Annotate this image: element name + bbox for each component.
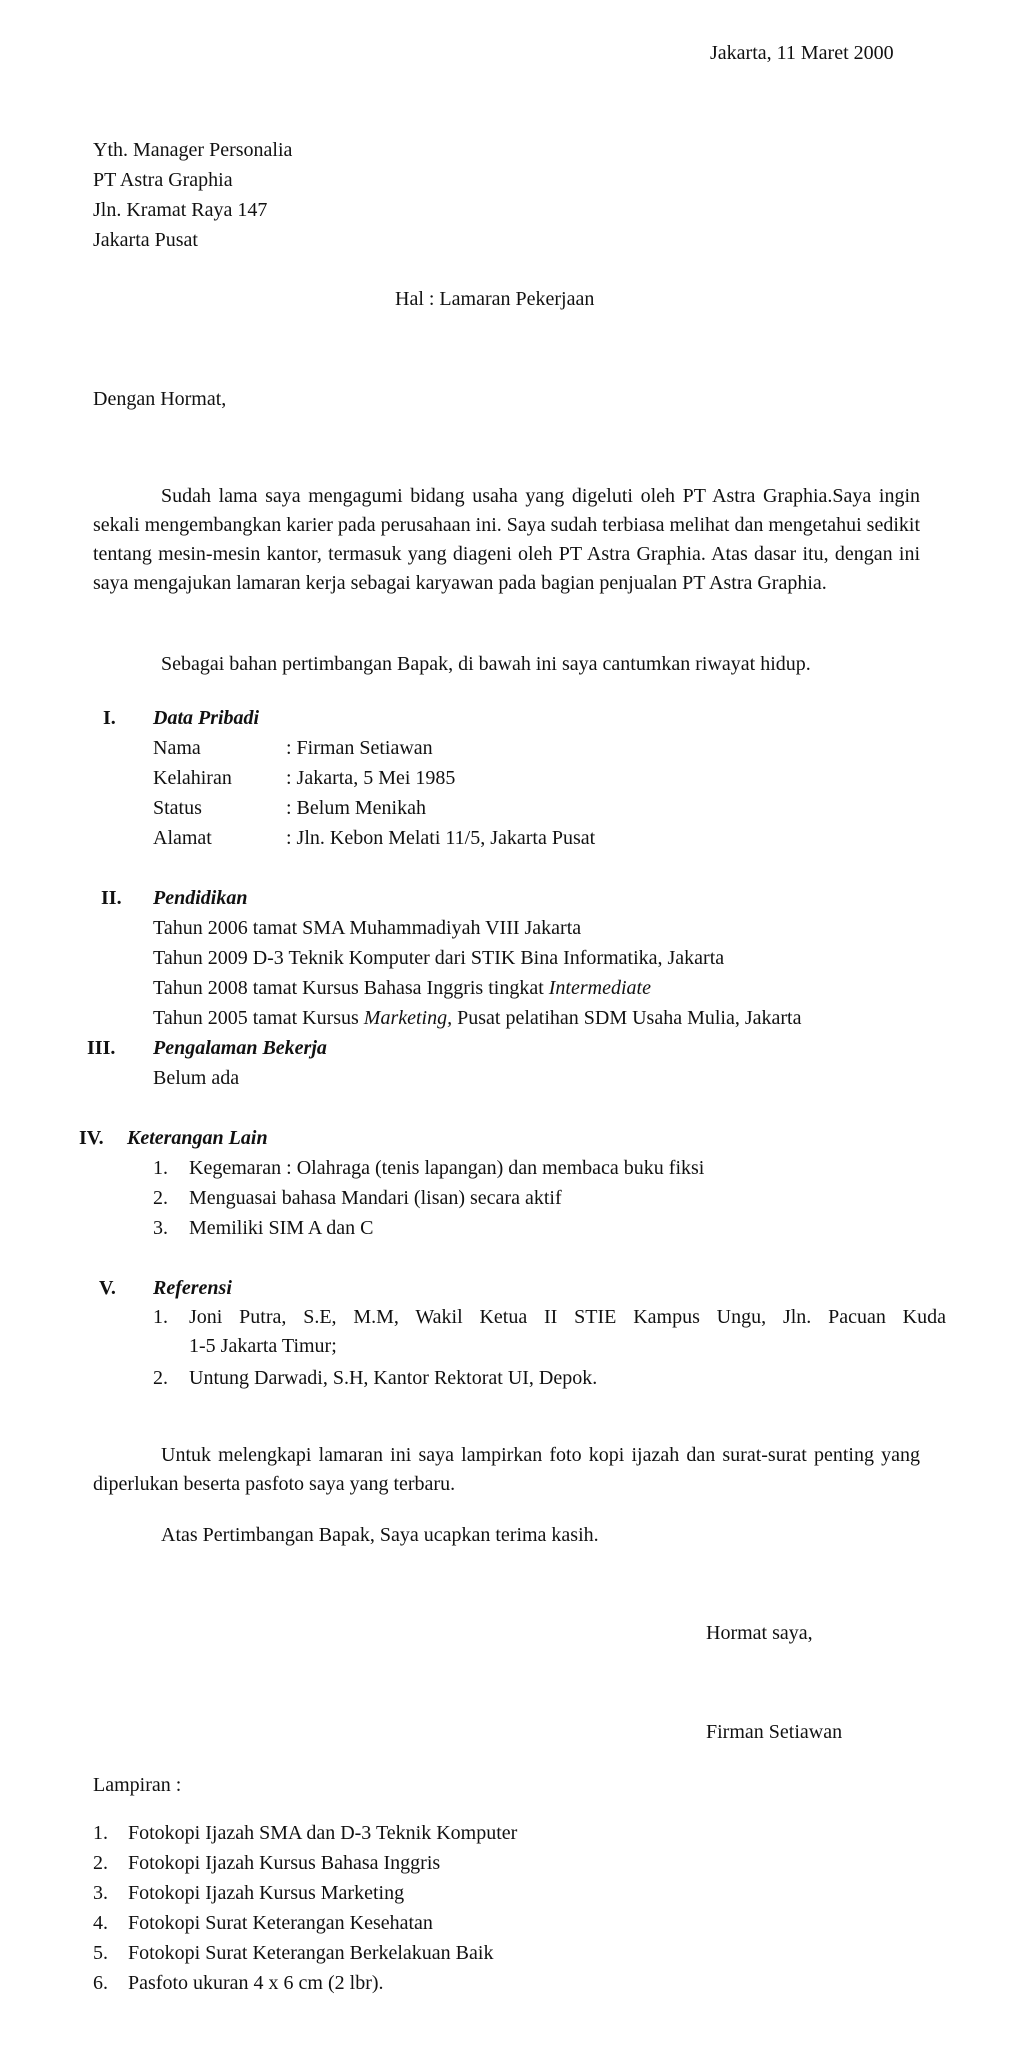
section-title: Pendidikan: [153, 887, 248, 909]
reference-item: [153, 1303, 953, 1361]
recipient-line: Jln. Kramat Raya 147: [93, 199, 268, 221]
list-number: 5.: [93, 1942, 108, 1964]
section-title: Referensi: [153, 1277, 232, 1299]
list-text: Kegemaran : Olahraga (tenis lapangan) dan membaca buku fiksi: [189, 1157, 705, 1179]
education-italic: Marketing,: [363, 1007, 453, 1029]
field-value: : Firman Setiawan: [286, 737, 433, 759]
list-number: 4.: [93, 1912, 108, 1934]
attachment-paragraph: [93, 1441, 920, 1499]
section-number: III.: [87, 1037, 116, 1059]
list-number: 3.: [153, 1217, 168, 1239]
reference-line: Joni Putra, S.E, M.M, Wakil Ketua II STIE Kampus Ungu, Jln. Pacuan Kuda: [189, 1306, 946, 1328]
field-label: Status: [153, 797, 202, 819]
list-text: Memiliki SIM A dan C: [189, 1217, 374, 1239]
list-number: 3.: [93, 1882, 108, 1904]
attachment-text: Fotokopi Surat Keterangan Berkelakuan Baik: [128, 1942, 494, 1964]
consideration-paragraph: Sebagai bahan pertimbangan Bapak, di bawah ini saya cantumkan riwayat hidup.: [161, 653, 811, 675]
education-text: Tahun 2008 tamat Kursus Bahasa Inggris tingkat: [153, 977, 549, 999]
letter-date: Jakarta, 11 Maret 2000: [710, 42, 894, 64]
section-number: V.: [99, 1277, 116, 1299]
list-item: [153, 1153, 704, 1183]
list-number: 2.: [153, 1187, 168, 1209]
attachment-item: [93, 1878, 404, 1908]
section-number: I.: [103, 707, 116, 729]
education-text: Tahun 2005 tamat Kursus: [153, 1007, 364, 1029]
list-number: 6.: [93, 1972, 108, 1994]
experience-text: Belum ada: [153, 1067, 240, 1089]
recipient-line: Jakarta Pusat: [93, 229, 198, 251]
attachment-text: Fotokopi Surat Keterangan Kesehatan: [128, 1912, 433, 1934]
attachment-note-text: Untuk melengkapi lamaran ini saya lampirkan foto kopi ijazah dan surat-surat penting yang diperlukan beserta pasfoto saya yang terbaru.: [93, 1444, 920, 1495]
closing-regards: Hormat saya,: [706, 1622, 813, 1644]
letter-subject: Hal : Lamaran Pekerjaan: [395, 288, 595, 310]
field-value: : Jln. Kebon Melati 11/5, Jakarta Pusat: [286, 827, 596, 849]
education-item: [153, 973, 651, 1003]
section-title: Data Pribadi: [153, 707, 260, 729]
education-item: Tahun 2009 D-3 Teknik Komputer dari STIK Bina Informatika, Jakarta: [153, 947, 725, 969]
attachment-item: [93, 1848, 440, 1878]
reference-item: [153, 1363, 597, 1393]
education-italic: Intermediate: [548, 977, 651, 999]
education-item: Tahun 2006 tamat SMA Muhammadiyah VIII Jakarta: [153, 917, 582, 939]
list-number: 1.: [153, 1157, 168, 1179]
attachment-text: Fotokopi Ijazah Kursus Marketing: [128, 1882, 405, 1904]
field-value: : Belum Menikah: [286, 797, 426, 819]
list-number: 2.: [93, 1852, 108, 1874]
reference-text: [189, 1303, 946, 1361]
list-item: [153, 1183, 562, 1213]
field-row: [153, 823, 595, 853]
reference-line: 1-5 Jakarta Timur;: [189, 1335, 337, 1357]
opening-text: Sudah lama saya mengagumi bidang usaha yang digeluti oleh PT Astra Graphia.Saya ingin sekali mengembangkan karier pada perusahaan ini. Saya sudah terbiasa melihat dan mengetahui sedikit tentang mesin-mesin kantor, termasuk yang diageni oleh PT Astra Graphia. Atas dasar itu, dengan ini saya mengajukan lamaran kerja sebagai karyawan pada bagian penjualan PT Astra Graphia.: [93, 485, 920, 594]
field-value: : Jakarta, 5 Mei 1985: [286, 767, 456, 789]
field-row: [153, 733, 433, 763]
field-label: Kelahiran: [153, 767, 232, 789]
list-item: [153, 1213, 373, 1243]
recipient-line: PT Astra Graphia: [93, 169, 233, 191]
reference-line: Untung Darwadi, S.H, Kantor Rektorat UI, Depok.: [189, 1367, 598, 1389]
attachment-item: [93, 1908, 433, 1938]
field-label: Alamat: [153, 827, 212, 849]
opening-paragraph: [93, 482, 920, 598]
list-number: 1.: [153, 1306, 168, 1328]
section-title: Keterangan Lain: [127, 1127, 268, 1149]
thanks-line: Atas Pertimbangan Bapak, Saya ucapkan terima kasih.: [161, 1524, 599, 1546]
salutation: Dengan Hormat,: [93, 388, 227, 410]
education-item: [153, 1003, 801, 1033]
section-number: II.: [101, 887, 122, 909]
list-text: Menguasai bahasa Mandari (lisan) secara aktif: [189, 1187, 562, 1209]
field-row: [153, 763, 455, 793]
field-row: [153, 793, 426, 823]
attachment-item: [93, 1818, 517, 1848]
attachment-text: Fotokopi Ijazah Kursus Bahasa Inggris: [128, 1852, 441, 1874]
attachment-item: [93, 1938, 493, 1968]
attachment-text: Fotokopi Ijazah SMA dan D-3 Teknik Komputer: [128, 1822, 518, 1844]
list-number: 2.: [153, 1367, 168, 1389]
list-number: 1.: [93, 1822, 108, 1844]
attachment-item: [93, 1968, 384, 1998]
section-number: IV.: [79, 1127, 104, 1149]
attachments-title: Lampiran :: [93, 1774, 182, 1796]
attachment-text: Pasfoto ukuran 4 x 6 cm (2 lbr).: [128, 1972, 384, 1994]
signature-name: Firman Setiawan: [706, 1721, 843, 1743]
education-text-rest: Pusat pelatihan SDM Usaha Mulia, Jakarta: [452, 1007, 802, 1029]
section-title: Pengalaman Bekerja: [153, 1037, 327, 1059]
field-label: Nama: [153, 737, 201, 759]
recipient-line: Yth. Manager Personalia: [93, 139, 293, 161]
